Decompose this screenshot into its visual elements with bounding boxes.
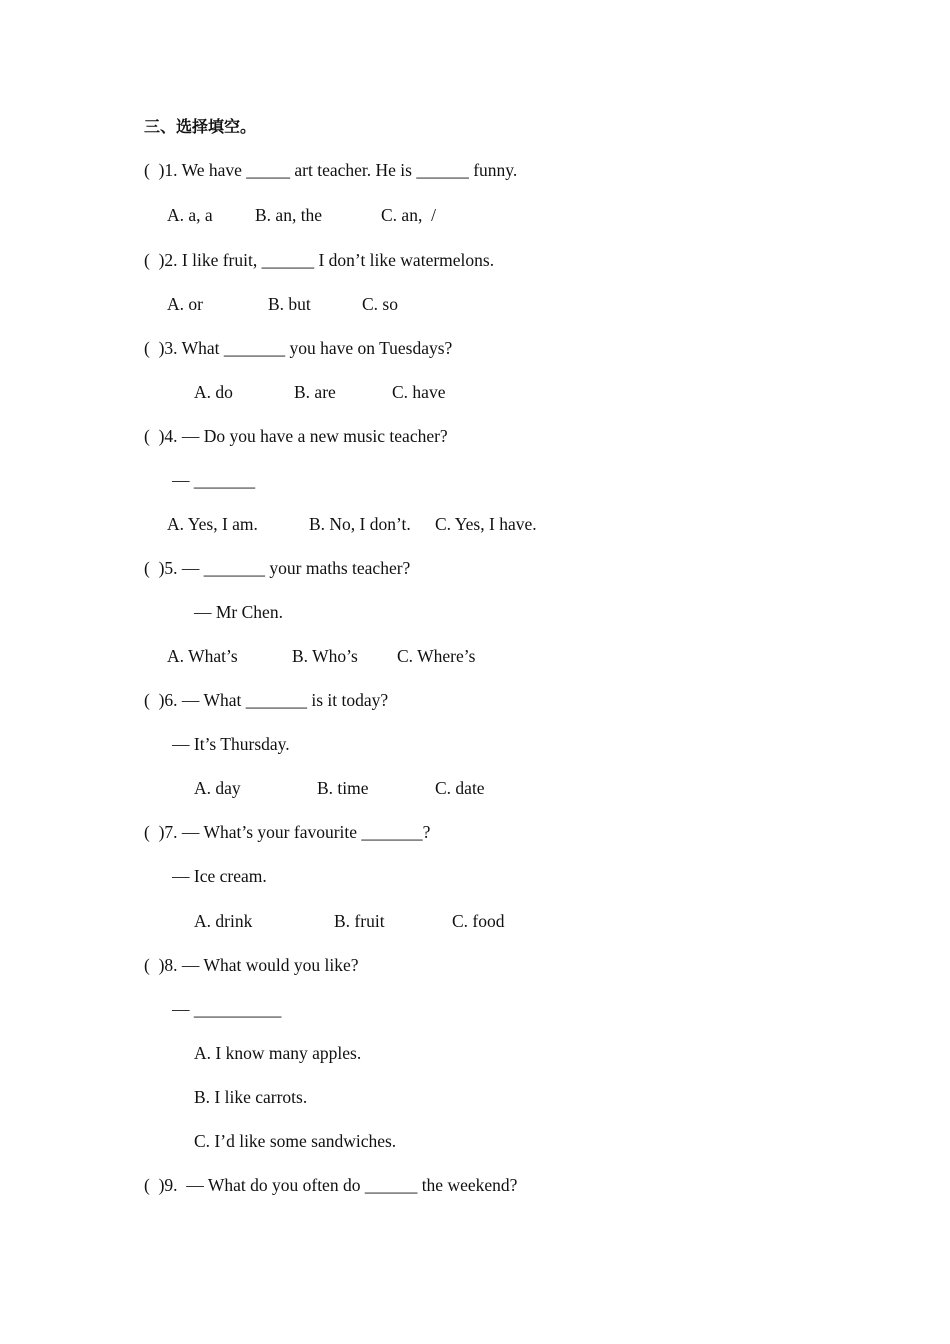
question-2-option-b: B. but — [268, 294, 311, 314]
question-8-option-a: A. I know many apples. — [194, 1043, 362, 1063]
question-8-option-c: C. I’d like some sandwiches. — [194, 1131, 397, 1151]
question-6-reply: — It’s Thursday. — [172, 734, 290, 754]
question-1-option-c: C. an, / — [381, 205, 436, 225]
question-6-stem: ( )6. — What _______ is it today? — [144, 690, 389, 710]
question-3-stem: ( )3. What _______ you have on Tuesdays? — [144, 338, 453, 358]
question-8-stem: ( )8. — What would you like? — [144, 955, 359, 975]
question-2-option-a: A. or — [167, 294, 203, 314]
question-2-option-c: C. so — [362, 294, 398, 314]
question-7-stem: ( )7. — What’s your favourite _______? — [144, 822, 431, 842]
question-7-option-b: B. fruit — [334, 911, 385, 931]
question-1-stem: ( )1. We have _____ art teacher. He is ______ funny. — [144, 160, 518, 180]
question-6-option-c: C. date — [435, 778, 485, 798]
question-8-reply: — __________ — [172, 999, 282, 1019]
question-5-option-a: A. What’s — [167, 646, 238, 666]
question-4-reply: — _______ — [172, 470, 256, 490]
question-4-option-a: A. Yes, I am. — [167, 514, 258, 534]
question-4-option-c: C. Yes, I have. — [435, 514, 537, 534]
question-2-stem: ( )2. I like fruit, ______ I don’t like watermelons. — [144, 250, 495, 270]
question-5-option-b: B. Who’s — [292, 646, 358, 666]
question-1-option-b: B. an, the — [255, 205, 323, 225]
question-3-option-b: B. are — [294, 382, 336, 402]
question-5-reply: — Mr Chen. — [194, 602, 283, 622]
question-7-reply: — Ice cream. — [172, 866, 267, 886]
question-4-option-b: B. No, I don’t. — [309, 514, 411, 534]
question-4-stem: ( )4. — Do you have a new music teacher? — [144, 426, 448, 446]
question-7-option-a: A. drink — [194, 911, 253, 931]
question-6-option-b: B. time — [317, 778, 369, 798]
question-5-option-c: C. Where’s — [397, 646, 476, 666]
question-7-option-c: C. food — [452, 911, 505, 931]
question-3-option-a: A. do — [194, 382, 233, 402]
question-6-option-a: A. day — [194, 778, 241, 798]
question-3-option-c: C. have — [392, 382, 446, 402]
question-1-option-a: A. a, a — [167, 205, 213, 225]
question-9-stem: ( )9. — What do you often do ______ the weekend? — [144, 1175, 518, 1195]
section-title: 三、选择填空。 — [144, 117, 257, 136]
question-8-option-b: B. I like carrots. — [194, 1087, 308, 1107]
question-5-stem: ( )5. — _______ your maths teacher? — [144, 558, 411, 578]
